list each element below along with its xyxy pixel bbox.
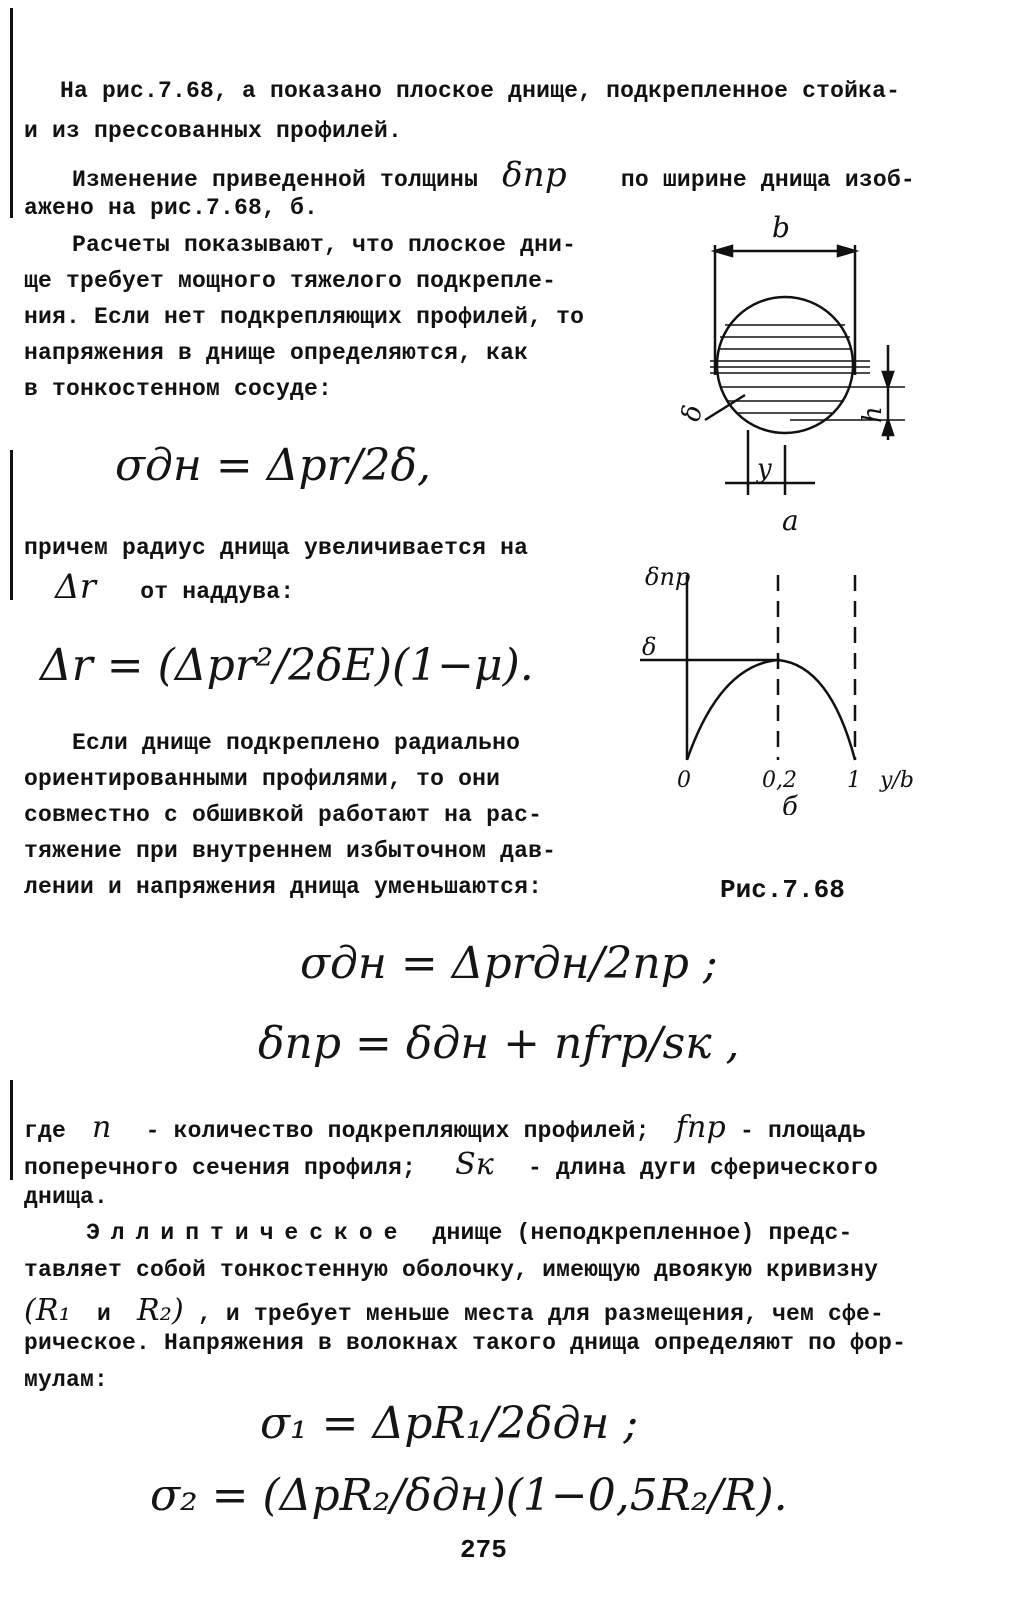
text: - площадь — [739, 1118, 866, 1144]
s-k-symbol: Sк — [455, 1147, 494, 1182]
line-20 — [86, 1220, 853, 1246]
r2-symbol: R₂) — [136, 1293, 184, 1328]
figure-a — [705, 245, 905, 495]
delta-r-symbol: Δr — [55, 567, 97, 607]
line-17 — [24, 1110, 866, 1145]
line-5: Расчеты показывают, что плоское дни- — [72, 232, 577, 258]
axis-x-label: y/b — [880, 768, 914, 793]
axis-y-label: δпр — [645, 563, 691, 591]
r1-symbol: (R₁ — [24, 1293, 71, 1328]
text: от наддува: — [140, 579, 295, 605]
text: , и требует меньше места для размещения, чем сфе- — [197, 1301, 885, 1327]
line-23: рическое. Напряжения в волокнах такого днища определяют по фор- — [24, 1330, 907, 1356]
label-b-sub: б — [782, 792, 798, 815]
text: по ширине днища изоб- — [620, 167, 915, 193]
line-7: ния. Если нет подкрепляющих профилей, то — [24, 304, 585, 330]
f-pr-symbol: fпр — [675, 1110, 726, 1145]
line-2: и из прессованных профилей. — [24, 118, 403, 144]
text: поперечного сечения профиля; — [24, 1155, 417, 1181]
line-22 — [24, 1293, 884, 1328]
line-14: совместно с обшивкой работают на рас- — [24, 802, 543, 828]
line-16: лении и напряжения днища уменьшаются: — [24, 874, 543, 900]
line-18 — [24, 1147, 878, 1182]
margin-line — [10, 8, 13, 218]
line-9: в тонкостенном сосуде: — [24, 376, 333, 402]
tick-1: 1 — [847, 768, 861, 793]
line-3 — [72, 155, 915, 195]
line-8: напряжения в днище определяются, как — [24, 340, 529, 366]
line-11 — [55, 567, 294, 607]
label-delta: δ — [676, 402, 709, 424]
line-24: мулам: — [24, 1367, 109, 1393]
text: - количество подкрепляющих профилей; — [145, 1118, 650, 1144]
line-10: причем радиус днища увеличивается на — [24, 535, 529, 561]
label-b: b — [772, 215, 790, 244]
formula-3: σдн = Δprдн/2пр ; — [300, 938, 718, 989]
delta-pr-symbol: δпр — [502, 155, 567, 195]
line-21: тавляет собой тонкостенную оболочку, имеющую двоякую кривизну — [24, 1257, 879, 1283]
margin-line — [10, 1080, 13, 1180]
formula-1: σдн = Δpr/2δ, — [115, 440, 432, 491]
line-4: ажено на рис.7.68, б. — [24, 195, 319, 221]
text: - длина дуги сферического — [527, 1155, 879, 1181]
line-13: ориентированными профилями, то они — [24, 766, 501, 792]
figure-caption: Рис.7.68 — [720, 875, 845, 905]
line-1: На рис.7.68, а показано плоское днище, подкрепленное стойка- — [60, 78, 901, 104]
margin-line — [10, 450, 13, 600]
line-12: Если днище подкреплено радиально — [72, 730, 521, 756]
formula-2: Δr = (Δpr²/2δE)(1−μ). — [40, 640, 534, 691]
formula-4: δпр = δдн + nfrp/sк , — [258, 1018, 740, 1069]
text: Изменение приведенной толщины — [72, 167, 479, 193]
formula-6: σ₂ = (ΔpR₂/δдн)(1−0,5R₂/R). — [150, 1470, 788, 1521]
text: и — [96, 1301, 111, 1327]
formula-5: σ₁ = ΔpR₁/2δдн ; — [260, 1398, 639, 1449]
text: где — [24, 1118, 67, 1144]
figure-b — [640, 575, 855, 760]
tick-delta: δ — [642, 633, 657, 661]
text: днище (неподкрепленное) предс- — [432, 1220, 853, 1246]
label-y: y — [757, 454, 772, 484]
line-15: тяжение при внутреннем избыточном дав- — [24, 838, 557, 864]
line-19: днища. — [24, 1184, 109, 1210]
figure-7-68 — [640, 215, 930, 815]
text: Эллиптическое — [86, 1220, 409, 1246]
page-number: 275 — [460, 1535, 507, 1565]
tick-0-2: 0,2 — [762, 768, 797, 793]
n-symbol: n — [92, 1110, 112, 1145]
label-h: h — [858, 406, 888, 423]
label-a: a — [782, 504, 799, 537]
tick-0: 0 — [677, 768, 691, 793]
line-6: ще требует мощного тяжелого подкрепле- — [24, 268, 557, 294]
